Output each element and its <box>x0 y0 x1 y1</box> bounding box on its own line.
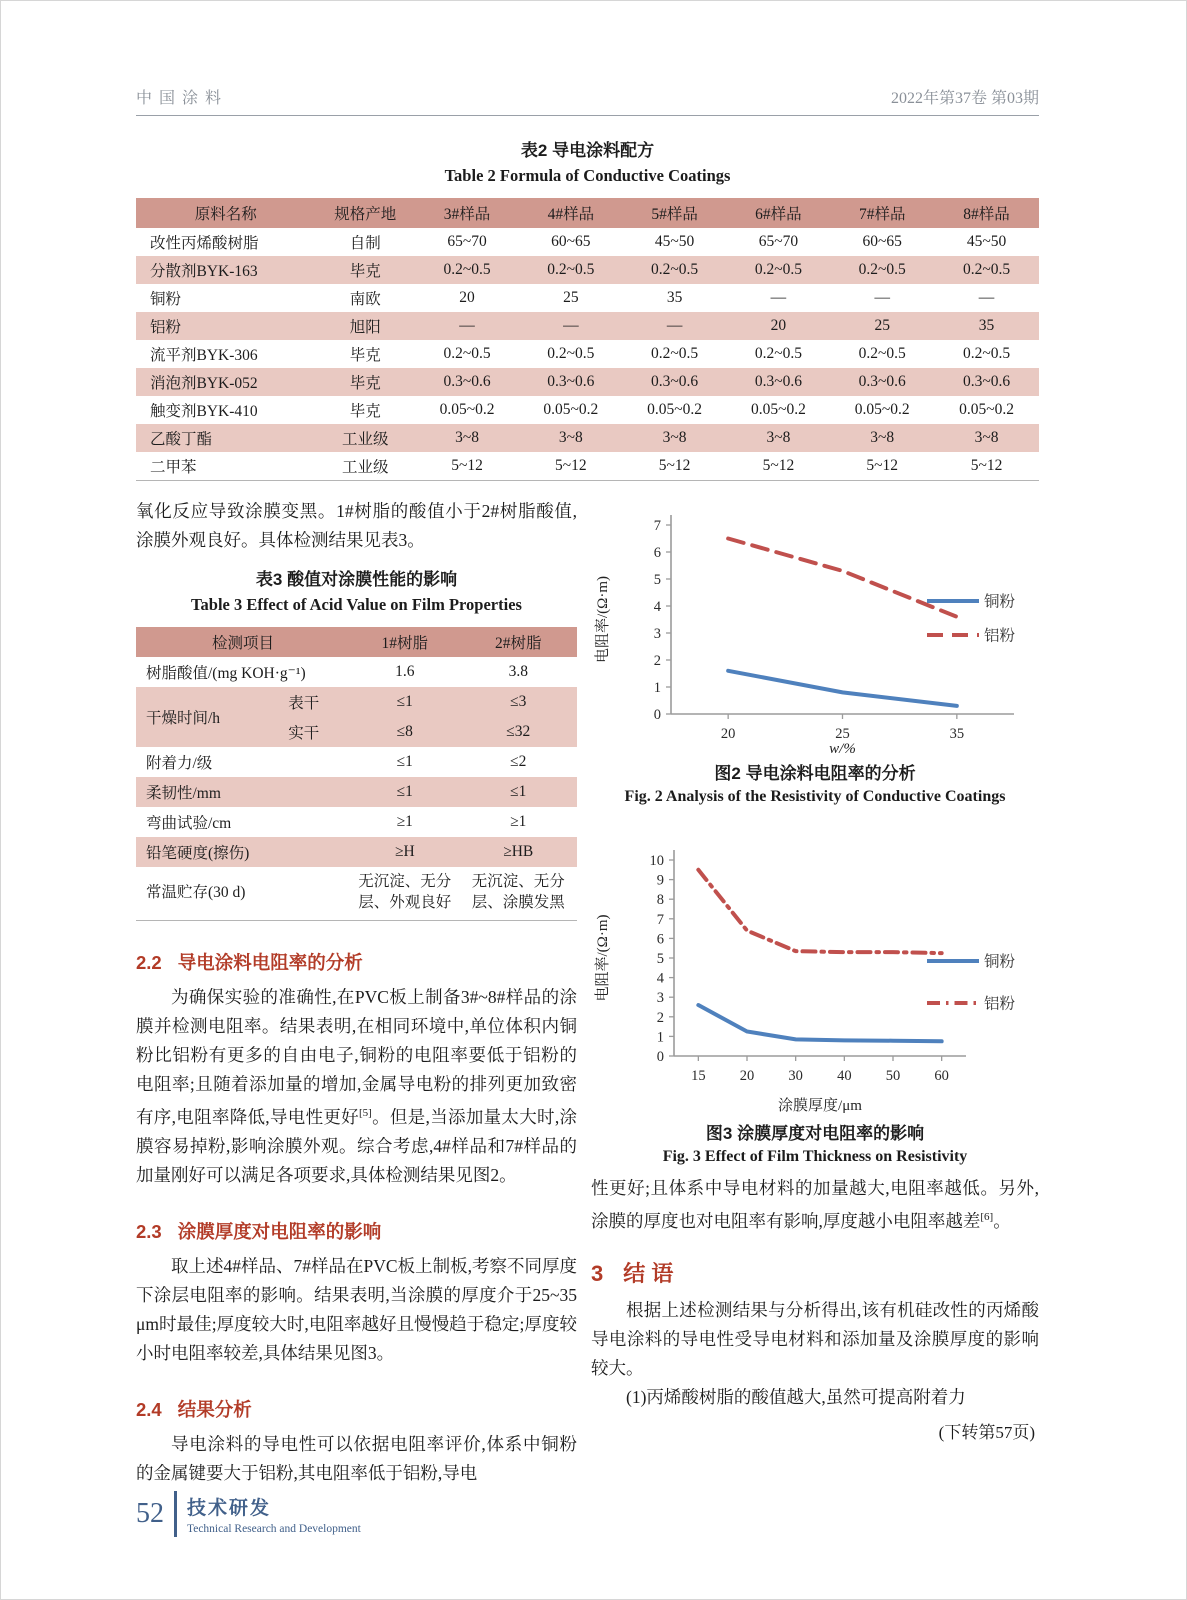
x-tick-label: 30 <box>788 1067 803 1084</box>
table-cell: 自制 <box>349 235 381 252</box>
table-row <box>136 312 1039 340</box>
table-cell: 65~70 <box>447 233 487 250</box>
table-row <box>136 368 1039 396</box>
table-cell: 消泡剂BYK-052 <box>136 368 315 396</box>
y-tick-label: 5 <box>656 950 664 967</box>
table-cell: 0.2~0.5 <box>830 256 934 284</box>
table-cell: 柔韧性/mm <box>136 777 350 807</box>
table2-title-cn: 表2 导电涂料配方 <box>520 141 655 160</box>
conclusion-paragraph-2: (1)丙烯酸树脂的酸值越大,虽然可提高附着力 <box>626 1387 966 1408</box>
table-cell: 表干 <box>258 687 351 717</box>
table-cell: 南欧 <box>349 291 381 308</box>
table-cell: 5~12 <box>555 456 587 474</box>
table2-header-cell: 4#样品 <box>519 198 623 228</box>
y-tick-label: 10 <box>649 852 664 869</box>
table3-header-cell: 检测项目 <box>136 627 350 657</box>
section-2-3-paragraph: 取上述4#样品、7#样品在PVC板上制板,考察不同厚度下涂层电阻率的影响。结果表明,当涂膜的厚度介于25~35 μm时最佳;厚度较大时,电阻率越好且慢慢趋于稳定;厚度较小时电阻率较差,具体结果见图3。 <box>136 1255 577 1363</box>
y-tick-label: 4 <box>656 970 664 987</box>
section-title: 结 语 <box>623 1261 674 1287</box>
table-cell: 5~12 <box>658 456 691 474</box>
table-cell: 0.05~0.2 <box>854 401 910 418</box>
table-row <box>136 452 1039 480</box>
left-column <box>136 497 577 1488</box>
table-cell: 0.3~0.6 <box>623 368 727 396</box>
series-line-铝粉 <box>698 869 941 952</box>
table-cell: ≤1 <box>350 777 459 807</box>
y-tick-label: 1 <box>653 679 661 696</box>
y-tick-label: 2 <box>656 1009 664 1026</box>
x-tick-label: 20 <box>720 725 736 742</box>
table-cell: ≤32 <box>460 717 577 747</box>
legend-label: 铜粉 <box>984 593 1016 610</box>
y-tick-label: 7 <box>653 517 661 534</box>
y-tick-label: 5 <box>653 571 661 588</box>
table-cell: 3~8 <box>830 424 934 452</box>
table-cell: 0.2~0.5 <box>934 256 1039 284</box>
y-axis-title: 电阻率/(Ω·m) <box>595 575 611 663</box>
table-cell: ≤1 <box>350 687 459 717</box>
right-column <box>591 497 1039 1488</box>
table-row <box>136 867 577 921</box>
table3-title-cn: 表3 酸值对涂膜性能的影响 <box>255 569 458 589</box>
paragraph-text: 。但是,当添加量太大时,涂膜容易掉粉,影响涂膜外观。综合考虑,4#样品和7#样品的加量刚好可以满足各项要求,具体检测结果见图2。 <box>136 1106 578 1185</box>
table-cell: 二甲苯 <box>150 458 197 476</box>
table-cell: 35 <box>934 312 1039 340</box>
table-cell: — <box>874 289 890 306</box>
y-tick-label: 4 <box>653 598 661 615</box>
table2-header-row <box>136 198 1039 228</box>
table-cell: 5~12 <box>970 456 1003 474</box>
citation-6: [6] <box>980 1210 994 1223</box>
table-row <box>136 256 1039 284</box>
y-tick-label: 3 <box>656 989 664 1006</box>
page-number: 52 <box>136 1498 164 1529</box>
fig2-line-chart <box>591 497 1041 757</box>
y-tick-label: 2 <box>653 652 661 669</box>
table-cell: 1.6 <box>395 662 415 680</box>
table-cell: 0.2~0.5 <box>962 345 1011 362</box>
table-cell: 毕克 <box>349 347 381 364</box>
table-cell: — <box>623 312 727 340</box>
y-axis-title: 电阻率/(Ω·m) <box>595 914 611 1001</box>
table-cell: ≤2 <box>510 752 527 770</box>
x-tick-label: 40 <box>837 1067 852 1084</box>
table-cell: 3~8 <box>623 424 727 452</box>
table2-header-cell: 6#样品 <box>727 198 831 228</box>
table2-title-en: Table 2 Formula of Conductive Coatings <box>444 166 731 185</box>
table-cell: 无沉淀、无分层、涂膜发黑 <box>471 873 565 912</box>
paragraph-text: 。 <box>993 1210 1011 1231</box>
continuation-paragraph <box>591 1174 1039 1236</box>
table-cell: 3.8 <box>508 662 528 680</box>
y-tick-label: 0 <box>653 706 661 723</box>
table-cell: ≤1 <box>396 752 413 770</box>
page-header <box>136 1 1039 116</box>
table-cell: 0.2~0.5 <box>858 345 906 362</box>
table-row <box>136 284 1039 312</box>
section-number: 2.2 <box>136 952 162 973</box>
y-tick-label: 9 <box>656 872 664 889</box>
table-cell: 0.3~0.6 <box>727 368 831 396</box>
x-tick-label: 35 <box>949 725 965 742</box>
y-tick-label: 8 <box>656 891 664 908</box>
table-cell: 0.2~0.5 <box>519 256 623 284</box>
y-tick-label: 6 <box>656 930 664 947</box>
table-cell: 0.3~0.6 <box>830 368 934 396</box>
section-2-4-heading <box>136 1396 577 1422</box>
table-cell: 毕克 <box>315 368 415 396</box>
table-cell: 0.05~0.2 <box>647 401 703 418</box>
table-cell: — <box>519 312 623 340</box>
table3-header-cell: 1#树脂 <box>350 627 459 657</box>
table-cell: 0.05~0.2 <box>750 401 806 418</box>
table-cell: 3~8 <box>519 424 623 452</box>
issue-info: 2022年第37卷 第03期 <box>890 90 1039 107</box>
table-cell: 无沉淀、无分层、外观良好 <box>358 873 452 912</box>
section-3-heading <box>591 1257 1039 1288</box>
continued-on-page-note: (下转第57页) <box>938 1423 1035 1443</box>
x-tick-label: 20 <box>739 1067 755 1084</box>
table-cell: 分散剂BYK-163 <box>136 256 315 284</box>
legend-label: 铜粉 <box>984 953 1016 970</box>
table-cell: ≥1 <box>396 812 413 830</box>
table2-formula-table <box>136 198 1039 481</box>
table-cell: 工业级 <box>342 458 389 476</box>
section-number: 2.3 <box>136 1220 162 1242</box>
table-cell: ≤8 <box>350 717 459 747</box>
citation-5: [5] <box>359 1107 372 1119</box>
page-footer <box>136 1491 361 1537</box>
y-tick-label: 3 <box>653 625 661 642</box>
table-cell: 工业级 <box>315 424 415 452</box>
table-cell: 0.2~0.5 <box>415 256 519 284</box>
x-tick-label: 50 <box>885 1067 901 1084</box>
section-2-3-heading <box>136 1218 577 1244</box>
table-cell: ≤3 <box>460 687 577 717</box>
table-row <box>136 396 1039 424</box>
footer-section-en: Technical Research and Development <box>187 1523 361 1535</box>
table-cell: 流平剂BYK-306 <box>150 347 258 364</box>
table-cell: ≥1 <box>510 812 527 830</box>
table2-header-cell: 5#样品 <box>623 198 727 228</box>
series-line-铝粉 <box>728 538 957 616</box>
section-number: 3 <box>591 1261 604 1287</box>
table-row <box>136 340 1039 368</box>
table-cell: 铜粉 <box>150 291 182 308</box>
paragraph-text: 为确保实验的准确性,在PVC板上制备3#~8#样品的涂膜并检测电阻率。结果表明,在相同环境中,单位体积内铜粉比铝粉有更多的自由电子,铜粉的电阻率要低于铝粉的电阻率;且随着添加量的增加,金属导电粉的排列更加致密有序,电阻率降低,导电性更好 <box>136 987 577 1127</box>
table2-header-cell: 7#样品 <box>830 198 934 228</box>
table-cell: 毕克 <box>315 256 415 284</box>
table-cell: 毕克 <box>349 403 381 420</box>
series-line-铜粉 <box>698 1005 941 1041</box>
table-cell: 实干 <box>258 717 351 747</box>
table-cell: 5~12 <box>451 456 483 474</box>
table-row <box>136 424 1039 452</box>
table-cell: 35 <box>666 289 683 306</box>
table-cell: 5~12 <box>866 456 899 474</box>
footer-section <box>187 1493 361 1535</box>
table-cell: 60~65 <box>551 233 591 250</box>
table-cell: 常温贮存(30 d) <box>146 883 246 901</box>
table-cell: 0.2~0.5 <box>443 345 491 362</box>
table2-header-cell: 8#样品 <box>934 198 1039 228</box>
section-2-4-paragraph: 导电涂料的导电性可以依据电阻率评价,体系中铜粉的金属键要大于铝粉,其电阻率低于铝粉,导电 <box>136 1433 577 1483</box>
two-column-area <box>136 497 1039 1488</box>
table-cell: 0.3~0.6 <box>519 368 623 396</box>
table-cell: 0.3~0.6 <box>934 368 1039 396</box>
table-row <box>136 687 577 717</box>
table-row <box>136 837 577 867</box>
table-cell: 干燥时间/h <box>136 687 258 747</box>
table-cell: 0.2~0.5 <box>754 345 802 362</box>
table-cell: 0.05~0.2 <box>959 401 1014 418</box>
table-cell: 5~12 <box>762 456 795 474</box>
page-content <box>1 1 1186 1488</box>
table3-header-row <box>136 627 577 657</box>
table-cell: ≥H <box>350 837 459 867</box>
journal-name: 中国涂料 <box>136 90 229 107</box>
table-cell: 0.2~0.5 <box>547 345 595 362</box>
table-cell: 铝粉 <box>136 312 315 340</box>
table-cell: — <box>978 289 995 306</box>
y-tick-label: 1 <box>656 1028 664 1045</box>
table-cell: 附着力/级 <box>146 754 213 772</box>
table-cell: 3~8 <box>934 424 1039 452</box>
table-cell: 改性丙烯酸树脂 <box>150 235 259 252</box>
table-row <box>136 807 577 837</box>
table-cell: — <box>770 289 787 306</box>
x-tick-label: 25 <box>835 725 850 742</box>
table-row <box>136 228 1039 256</box>
conclusion-paragraph-1: 根据上述检测结果与分析得出,该有机硅改性的丙烯酸导电涂料的导电性受导电材料和添加量及涂膜厚度的影响较大。 <box>591 1300 1039 1379</box>
table-cell: 25 <box>563 289 579 306</box>
table-cell: 0.05~0.2 <box>439 401 495 418</box>
table-cell: 3~8 <box>415 424 519 452</box>
table3-properties-table <box>136 627 577 922</box>
fig2-caption-cn: 图2 导电涂料电阻率的分析 <box>714 763 916 783</box>
table2-header-cell: 规格产地 <box>315 198 415 228</box>
footer-divider <box>174 1491 177 1537</box>
table-row <box>136 747 577 777</box>
table-cell: 3~8 <box>727 424 831 452</box>
fig3-caption-en: Fig. 3 Effect of Film Thickness on Resistivity <box>662 1147 968 1165</box>
section-title: 涂膜厚度对电阻率的影响 <box>177 1220 382 1242</box>
paragraph-acid-intro: 氧化反应导致涂膜变黑。1#树脂的酸值小于2#树脂酸值,涂膜外观良好。具体检测结果见表3。 <box>136 500 577 550</box>
fig3-caption-cn: 图3 涂膜厚度对电阻率的影响 <box>705 1123 925 1143</box>
table-cell: 树脂酸值/(mg KOH·g⁻¹) <box>146 664 306 682</box>
table-cell: 弯曲试验/cm <box>146 814 232 832</box>
table-cell: 45~50 <box>966 233 1007 250</box>
table-cell: 触变剂BYK-410 <box>150 403 258 420</box>
y-tick-label: 6 <box>653 544 661 561</box>
table-cell: 25 <box>830 312 934 340</box>
legend-label: 铝粉 <box>984 995 1016 1012</box>
x-axis-title: w/% <box>829 740 856 757</box>
table-cell: 0.3~0.6 <box>415 368 519 396</box>
table-cell: 旭阳 <box>315 312 415 340</box>
table-cell: 铅笔硬度(擦伤) <box>136 837 350 867</box>
table-row <box>136 777 577 807</box>
section-2-2-heading <box>136 949 577 975</box>
table2-header-cell: 3#样品 <box>415 198 519 228</box>
table-cell: ≥HB <box>460 837 577 867</box>
table-row <box>136 657 577 687</box>
y-tick-label: 7 <box>656 911 664 928</box>
table-cell: 60~65 <box>862 233 902 250</box>
table-cell: 0.2~0.5 <box>651 345 699 362</box>
table-cell: ≤1 <box>460 777 577 807</box>
table-cell: 20 <box>459 289 475 306</box>
section-title: 结果分析 <box>177 1398 252 1420</box>
table-cell: 0.2~0.5 <box>623 256 727 284</box>
table-cell: — <box>415 312 519 340</box>
fig3-line-chart <box>591 832 1041 1117</box>
legend-label: 铝粉 <box>984 627 1016 644</box>
table-cell: 0.2~0.5 <box>727 256 831 284</box>
x-axis-title: 涂膜厚度/μm <box>778 1097 862 1114</box>
section-title: 导电涂料电阻率的分析 <box>177 952 363 973</box>
section-2-2-paragraph <box>136 983 577 1190</box>
y-tick-label: 0 <box>656 1048 664 1065</box>
x-tick-label: 15 <box>691 1067 706 1084</box>
table-cell: 乙酸丁酯 <box>136 424 315 452</box>
table3-title-en: Table 3 Effect of Acid Value on Film Properties <box>191 594 522 614</box>
paragraph-text: 性更好;且体系中导电材料的加量越大,电阻率越低。另外,涂膜的厚度也对电阻率有影响,厚度越小电阻率越差 <box>591 1177 1039 1231</box>
table-cell: 0.05~0.2 <box>543 401 599 418</box>
table-cell: 20 <box>727 312 831 340</box>
table-cell: 65~70 <box>758 233 799 250</box>
series-line-铜粉 <box>728 670 957 705</box>
fig2-caption-en: Fig. 2 Analysis of the Resistivity of Conductive Coatings <box>624 787 1006 805</box>
table2-header-cell: 原料名称 <box>136 198 315 228</box>
footer-section-cn: 技术研发 <box>187 1498 272 1519</box>
section-number: 2.4 <box>136 1398 162 1420</box>
table3-header-cell: 2#树脂 <box>460 627 577 657</box>
table-cell: 45~50 <box>654 233 695 250</box>
x-tick-label: 60 <box>934 1067 949 1084</box>
